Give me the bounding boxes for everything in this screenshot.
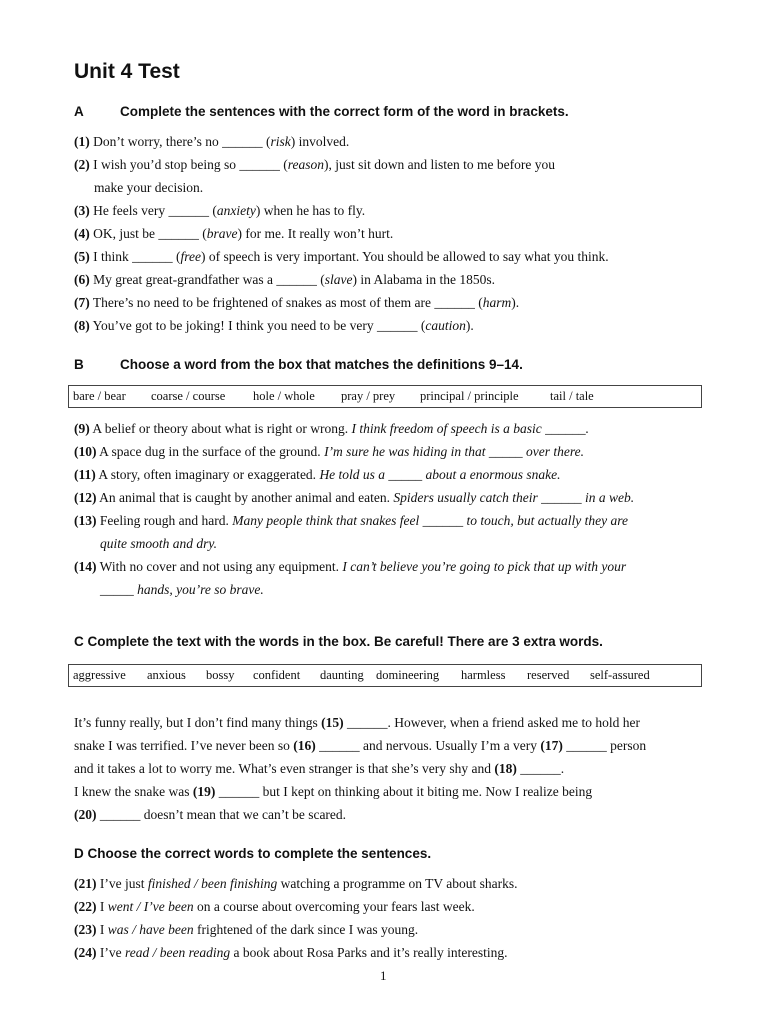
word-box-item: reserved [527,668,570,682]
question-6: (6) My great great-grandfather was a ______ (slave) in Alabama in the 1850s. [74,272,496,287]
word-box-b [68,385,702,408]
question-7: (7) There’s no need to be frightened of snakes as most of them are ______ (harm). [74,295,520,310]
section-a-heading [74,104,569,119]
question-22: (22) I went / I’ve been on a course about overcoming your fears last week. [74,899,475,914]
section-b-letter: B [74,357,84,372]
word-box-item: anxious [147,668,186,682]
question-4: (4) OK, just be ______ (brave) for me. It really won’t hurt. [74,226,394,241]
section-b-heading [74,357,523,372]
word-box-item: confident [253,668,301,682]
question-13-continued: quite smooth and dry. [100,536,217,551]
question-3: (3) He feels very ______ (anxiety) when he has to fly. [74,203,366,218]
word-box-item: hole / whole [253,389,315,403]
question-23: (23) I was / have been frightened of the dark since I was young. [74,922,419,937]
word-box-item: principal / principle [420,389,519,403]
section-a-letter: A [74,104,84,119]
cloze-line-4: I knew the snake was (19) ______ but I kept on thinking about it biting me. Now I realize being [74,784,593,799]
question-10: (10) A space dug in the surface of the ground. I’m sure he was hiding in that _____ over there. [74,444,585,459]
question-13: (13) Feeling rough and hard. Many people think that snakes feel ______ to touch, but actually they are [74,513,628,528]
section-c-heading: C Complete the text with the words in the box. Be careful! There are 3 extra words. [74,634,603,649]
cloze-line-2: snake I was terrified. I’ve never been so (16) ______ and nervous. Usually I’m a very (17) ______ person [74,738,647,753]
section-b-instruction: Choose a word from the box that matches the definitions 9–14. [120,357,523,372]
question-2: (2) I wish you’d stop being so ______ (reason), just sit down and listen to me before you [74,157,555,172]
cloze-line-1: It’s funny really, but I don’t find many things (15) ______. However, when a friend asked me to hold her [74,715,640,730]
word-box-c [68,664,702,687]
section-a-instruction: Complete the sentences with the correct form of the word in brackets. [120,104,569,119]
word-box-item: aggressive [73,668,126,682]
page-number: 1 [380,968,387,983]
question-1: (1) Don’t worry, there’s no ______ (risk) involved. [74,134,350,149]
section-d-heading: D Choose the correct words to complete the sentences. [74,846,432,861]
question-14-continued: _____ hands, you’re so brave. [100,582,264,597]
word-box-item: domineering [376,668,440,682]
cloze-line-3: and it takes a lot to worry me. What’s even stranger is that she’s very shy and (18) ______. [74,761,565,776]
word-box-item: pray / prey [341,389,396,403]
question-11: (11) A story, often imaginary or exaggerated. He told us a _____ about a enormous snake. [74,467,561,482]
word-box-item: self-assured [590,668,650,682]
question-14: (14) With no cover and not using any equipment. I can’t believe you’re going to pick that up with your [74,559,627,574]
word-box-item: bossy [206,668,235,682]
question-5: (5) I think ______ (free) of speech is very important. You should be allowed to say what you think. [74,249,609,264]
question-8: (8) You’ve got to be joking! I think you need to be very ______ (caution). [74,318,474,333]
word-box-item: coarse / course [151,389,226,403]
question-24: (24) I’ve read / been reading a book about Rosa Parks and it’s really interesting. [74,945,508,960]
word-box-item: bare / bear [73,389,126,403]
question-9: (9) A belief or theory about what is right or wrong. I think freedom of speech is a basic ______. [74,421,590,436]
question-2-continued: make your decision. [94,180,204,195]
question-12: (12) An animal that is caught by another animal and eaten. Spiders usually catch their ______ in a web. [74,490,635,505]
word-box-item: harmless [461,668,506,682]
word-box-item: tail / tale [550,389,594,403]
page-title: Unit 4 Test [74,60,180,83]
word-box-item: daunting [320,668,364,682]
question-21: (21) I’ve just finished / been finishing watching a programme on TV about sharks. [74,876,518,891]
cloze-line-5: (20) ______ doesn’t mean that we can’t be scared. [74,807,347,822]
